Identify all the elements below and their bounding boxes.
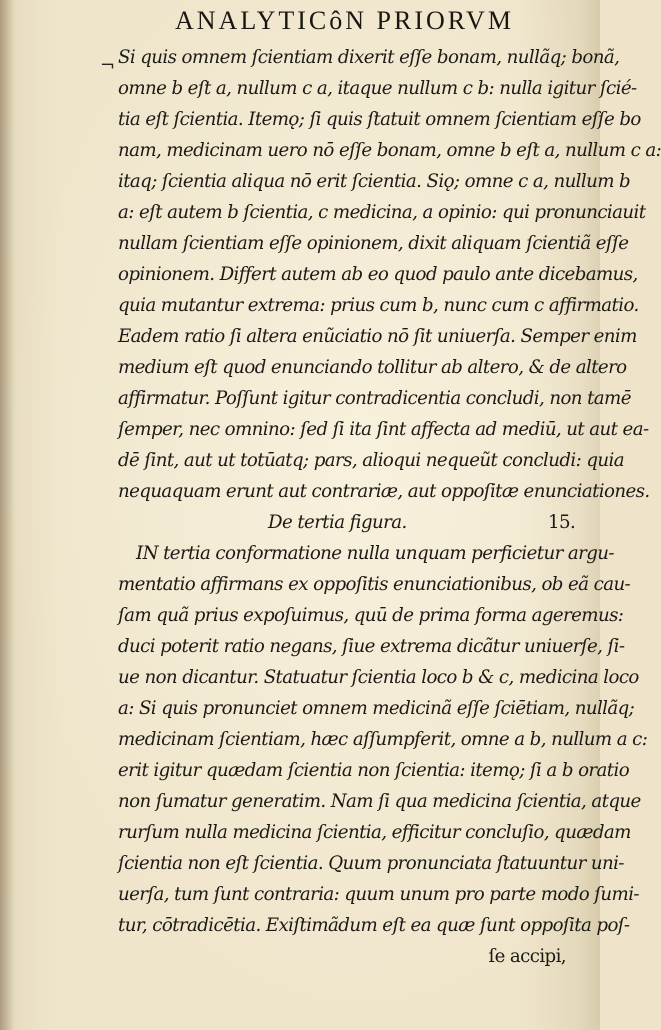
text-line: ſemper, nec omnino: ſed ſi ita ſint affecta ad mediū, ut aut ea- bbox=[118, 419, 649, 440]
text-line: a: eſt autem b ſcientia, c medicina, a opinio: qui pronunciauit bbox=[118, 202, 646, 223]
text-line: ſcientia non eſt ſcientia. Quum pronunciata ſtatuuntur uni- bbox=[118, 853, 624, 874]
catchword: ſe accipi, bbox=[488, 946, 566, 967]
text-line: dē ſint, aut ut totūatq; pars, alioqui nequeũt concludi: quia bbox=[118, 450, 624, 471]
text-block bbox=[118, 42, 661, 972]
gutter-shadow bbox=[0, 0, 14, 1030]
section-heading-title: De tertia figura. bbox=[268, 512, 407, 533]
text-line: nullam ſcientiam eſſe opinionem, dixit aliquam ſcientiã eſſe bbox=[118, 233, 629, 254]
text-line: nequaquam erunt aut contrariæ, aut oppoſitæ enunciationes. bbox=[118, 481, 650, 502]
text-line: medicinam ſcientiam, hæc aſſumpferit, omne a b, nullum a c: bbox=[118, 729, 648, 750]
margin-mark: ¬ bbox=[100, 55, 116, 76]
text-line: itaq; ſcientia aliqua nō erit ſcientia. Siǫ; omne c a, nullum b bbox=[118, 171, 631, 192]
text-line: erit igitur quædam ſcientia non ſcientia: itemǫ; ſi a b oratio bbox=[118, 760, 630, 781]
text-line: Eadem ratio ſi altera enũciatio nō ſit uniuerſa. Semper enim bbox=[118, 326, 637, 347]
text-line: mentatio affirmans ex oppoſitis enunciationibus, ob eã cau- bbox=[118, 574, 631, 595]
paragraph-before-heading bbox=[118, 42, 661, 507]
section-heading bbox=[118, 507, 598, 538]
text-line: a: Si quis pronunciet omnem medicinã eſſe ſciētiam, nullãq; bbox=[118, 698, 635, 719]
section-heading-number: 15. bbox=[548, 512, 576, 533]
text-line: rurſum nulla medicina ſcientia, efficitur concluſio, quædam bbox=[118, 822, 631, 843]
text-line: affirmatur. Poſſunt igitur contradicentia concludi, non tamē bbox=[118, 388, 631, 409]
text-line: uerſa, tum ſunt contraria: quum unum pro parte modo ſumi- bbox=[118, 884, 639, 905]
running-head: ANALYTICôN PRIORVM bbox=[175, 6, 514, 35]
paragraph-after-heading bbox=[118, 538, 648, 941]
text-line: Si quis omnem ſcientiam dixerit eſſe bonam, nullãq; bonã, bbox=[118, 47, 620, 68]
catchword-line bbox=[118, 941, 598, 972]
text-line: ue non dicantur. Statuatur ſcientia loco b & c, medicina loco bbox=[118, 667, 639, 688]
text-line: nam, medicinam uero nō eſſe bonam, omne b eſt a, nullum c a: bbox=[118, 140, 661, 161]
text-line: tia eſt ſcientia. Itemǫ; ſi quis ſtatuit omnem ſcientiam eſſe bo bbox=[118, 109, 641, 130]
text-line: non ſumatur generatim. Nam ſi qua medicina ſcientia, atque bbox=[118, 791, 641, 812]
text-line: tur, cōtradicētia. Exiſtimãdum eſt ea quæ ſunt oppoſita poſ- bbox=[118, 915, 630, 936]
text-line: omne b eſt a, nullum c a, itaque nullum c b: nulla igitur ſcié- bbox=[118, 78, 637, 99]
text-line: quia mutantur extrema: prius cum b, nunc cum c affirmatio. bbox=[118, 295, 639, 316]
text-line: medium eſt quod enunciando tollitur ab altero, & de altero bbox=[118, 357, 627, 378]
text-line: IN tertia conformatione nulla unquam perficietur argu- bbox=[136, 543, 614, 564]
text-line: opinionem. Differt autem ab eo quod paulo ante dicebamus, bbox=[118, 264, 638, 285]
text-line: ſam quã prius expoſuimus, quū de prima forma ageremus: bbox=[118, 605, 624, 626]
text-line: duci poterit ratio negans, ſiue extrema dicãtur uniuerſe, ſi- bbox=[118, 636, 625, 657]
